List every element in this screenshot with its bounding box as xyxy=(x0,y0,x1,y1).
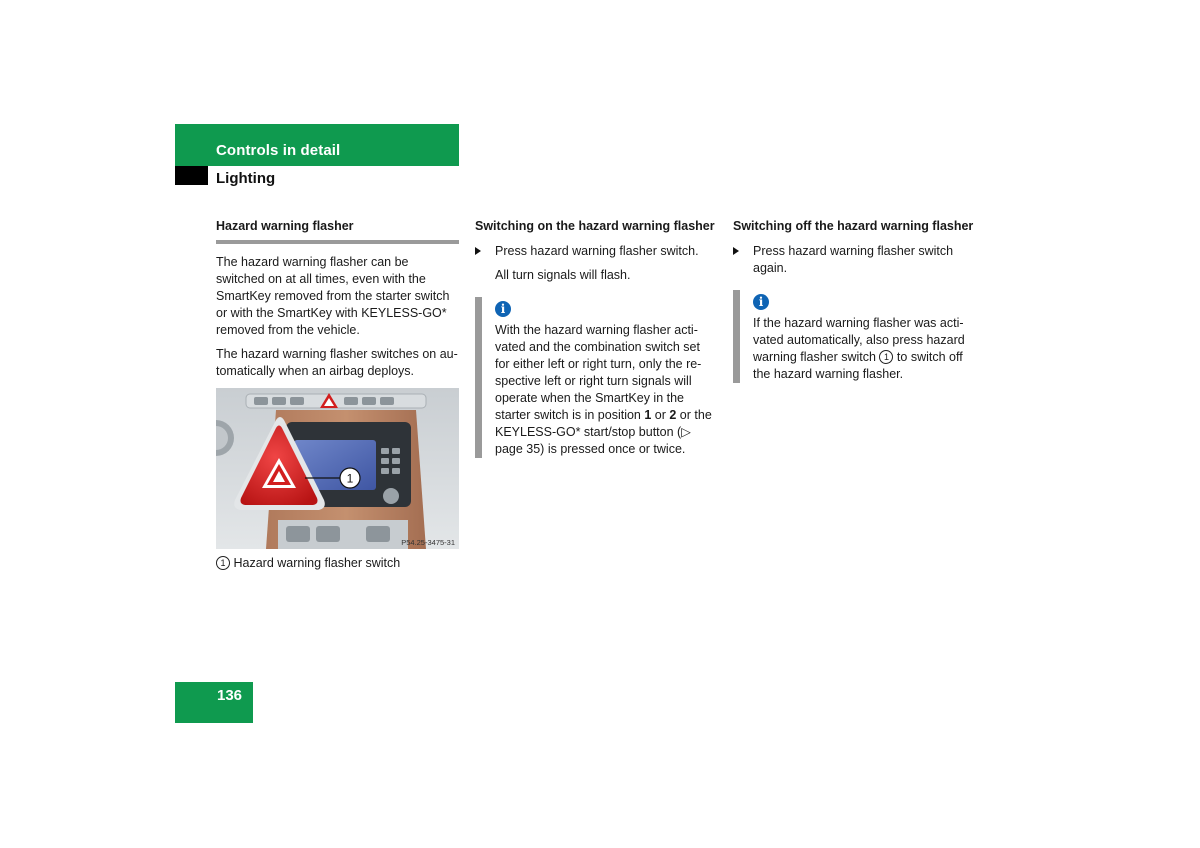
info-icon: i xyxy=(753,294,769,310)
heading-hazard-flasher: Hazard warning flasher xyxy=(216,219,354,233)
paragraph-always-on: The hazard warning flasher can be switched on at all times, even with the SmartKey removed from the starter switch or with the SmartKey with KEYLESS-GO* removed from the vehicle. xyxy=(216,255,450,337)
heading-rule xyxy=(216,240,459,244)
chapter-title: Controls in detail xyxy=(216,142,341,159)
instruction-text: Press hazard warning flasher switch. xyxy=(495,244,699,258)
paragraph-airbag: The hazard warning flasher switches on au-tomatically when an airbag deploys. xyxy=(216,347,458,378)
info-text: If the hazard warning flasher was acti-vated automatically, also press hazard warning flasher switch 1 to switch off the hazard warning flasher. xyxy=(753,316,965,381)
switch-callout-number: 1 xyxy=(879,350,893,364)
instruction-step xyxy=(733,243,978,277)
bullet-arrow-icon xyxy=(475,247,481,255)
callout-number: 1 xyxy=(346,471,354,486)
page-number: 136 xyxy=(217,687,243,704)
dashboard-figure xyxy=(216,388,459,549)
info-bar xyxy=(733,290,740,383)
info-text: With the hazard warning flasher acti-vated and the combination switch set for either left or right turn, only the re-spective left or right turn signals will operate when the SmartKey in the starter switch is in position 1 or 2 or the KEYLESS-GO* start/stop button (▷ page 35) is pressed once or twice. xyxy=(495,323,712,456)
dashboard-illustration xyxy=(216,388,459,549)
column-hazard-flasher xyxy=(216,218,459,572)
instruction-step xyxy=(475,243,715,260)
section-marker xyxy=(175,166,208,185)
info-bar xyxy=(475,297,482,458)
page-number-box xyxy=(175,682,253,723)
figure-caption xyxy=(216,555,459,572)
heading-switch-off: Switching off the hazard warning flasher xyxy=(733,219,974,233)
caption-callout-number: 1 xyxy=(216,556,230,570)
figure-code: P54.25-3475-31 xyxy=(401,538,455,547)
column-switch-off xyxy=(733,218,978,383)
bullet-arrow-icon xyxy=(733,247,739,255)
instruction-result: All turn signals will flash. xyxy=(495,268,631,282)
info-icon: i xyxy=(495,301,511,317)
section-title: Lighting xyxy=(216,170,276,187)
info-note xyxy=(733,290,978,383)
position-1: 1 xyxy=(644,408,652,422)
position-2: 2 xyxy=(669,408,677,422)
heading-switch-on: Switching on the hazard warning flasher xyxy=(475,219,715,233)
info-note xyxy=(475,297,715,458)
column-switch-on xyxy=(475,218,715,458)
chapter-header xyxy=(175,124,459,166)
instruction-text: Press hazard warning flasher switch again. xyxy=(753,244,954,275)
caption-text: Hazard warning flasher switch xyxy=(233,556,401,570)
